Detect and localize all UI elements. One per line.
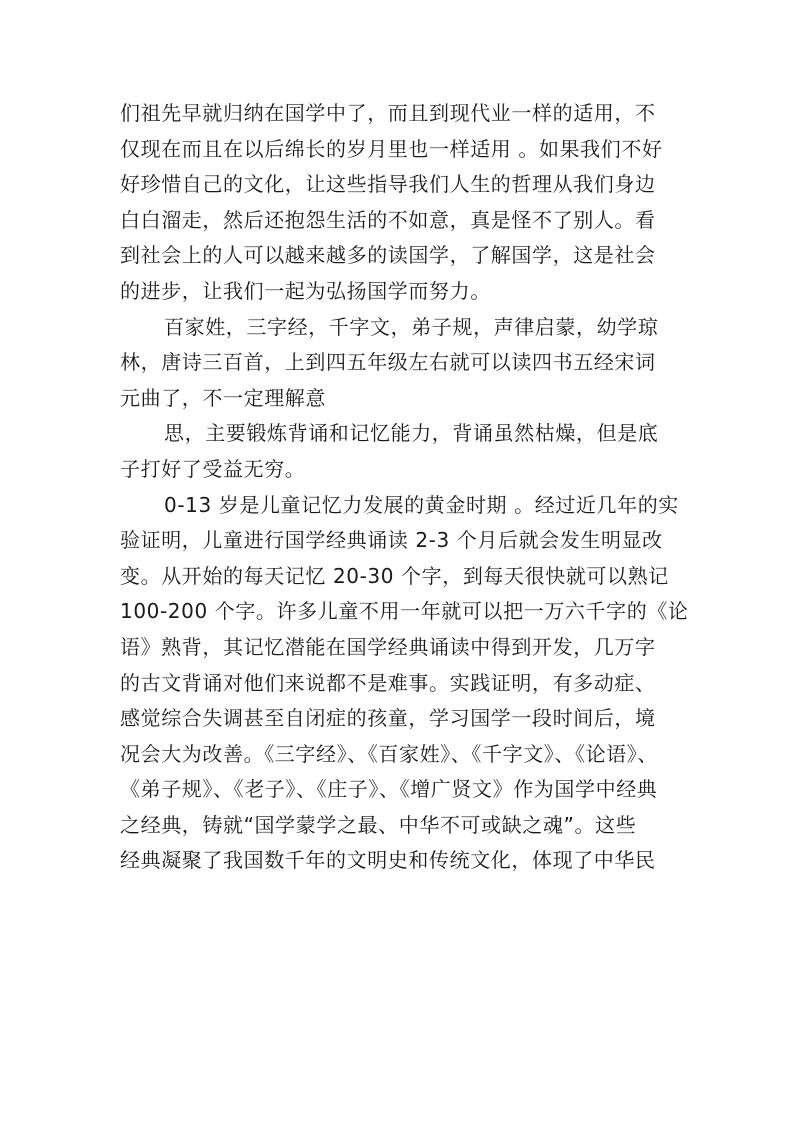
body-text [120,96,690,879]
text-line-19: 况会大为改善。《三字经》、《百家姓》、《千字文》、《论语》、 [120,741,658,766]
text-line-8: 林，唐诗三百首，上到四五年级左右就可以读四书五经宋词 [120,350,656,375]
text-line-15: 100-200 个字。许多儿童不用一年就可以把一万六千字的《论 [120,599,689,624]
text-line-9: 元曲了，不一定理解意 [120,385,326,410]
text-line-7: 百家姓，三字经，千字文，弟子规，声律启蒙，幼学琼 [164,314,659,339]
text-line-3: 好珍惜自己的文化，让这些指导我们人生的哲理从我们身边 [120,172,656,197]
text-line-18: 感觉综合失调甚至自闭症的孩童，学习国学一段时间后，境 [120,706,656,731]
text-line-22: 经典凝聚了我国数千年的文明史和传统文化，体现了中华民 [120,848,656,873]
text-line-17: 的古文背诵对他们来说都不是难事。实践证明，有多动症、 [120,670,656,695]
text-line-14: 变。从开始的每天记忆 20-30 个字，到每天很快就可以熟记 [120,563,669,588]
text-line-13: 验证明，儿童进行国学经典诵读 2-3 个月后就会发生明显改 [120,528,663,553]
text-line-20: 《弟子规》、《老子》、《庄子》、《增广贤文》作为国学中经典 [120,777,658,802]
text-line-4: 白白溜走，然后还抱怨生活的不如意，真是怪不了别人。看 [120,207,656,232]
text-line-12: 0-13 岁是儿童记忆力发展的黄金时期 。经过近几年的实 [164,492,679,517]
text-line-5: 到社会上的人可以越来越多的读国学，了解国学，这是社会 [120,243,656,268]
text-line-16: 语》熟背，其记忆潜能在国学经典诵读中得到开发，几万字 [120,634,656,659]
text-line-1: 们祖先早就归纳在国学中了，而且到现代业一样的适用，不 [120,101,656,125]
text-line-6: 的进步，让我们一起为弘扬国学而努力。 [120,278,491,303]
text-line-2: 仅现在而且在以后绵长的岁月里也一样适用 。如果我们不好 [120,136,663,161]
text-line-21: 之经典，铸就“国学蒙学之最、中华不可或缺之魂”。这些 [120,812,637,837]
text-line-11: 子打好了受益无穷。 [120,456,306,481]
text-line-10: 思，主要锻炼背诵和记忆能力，背诵虽然枯燥，但是底 [164,421,659,446]
